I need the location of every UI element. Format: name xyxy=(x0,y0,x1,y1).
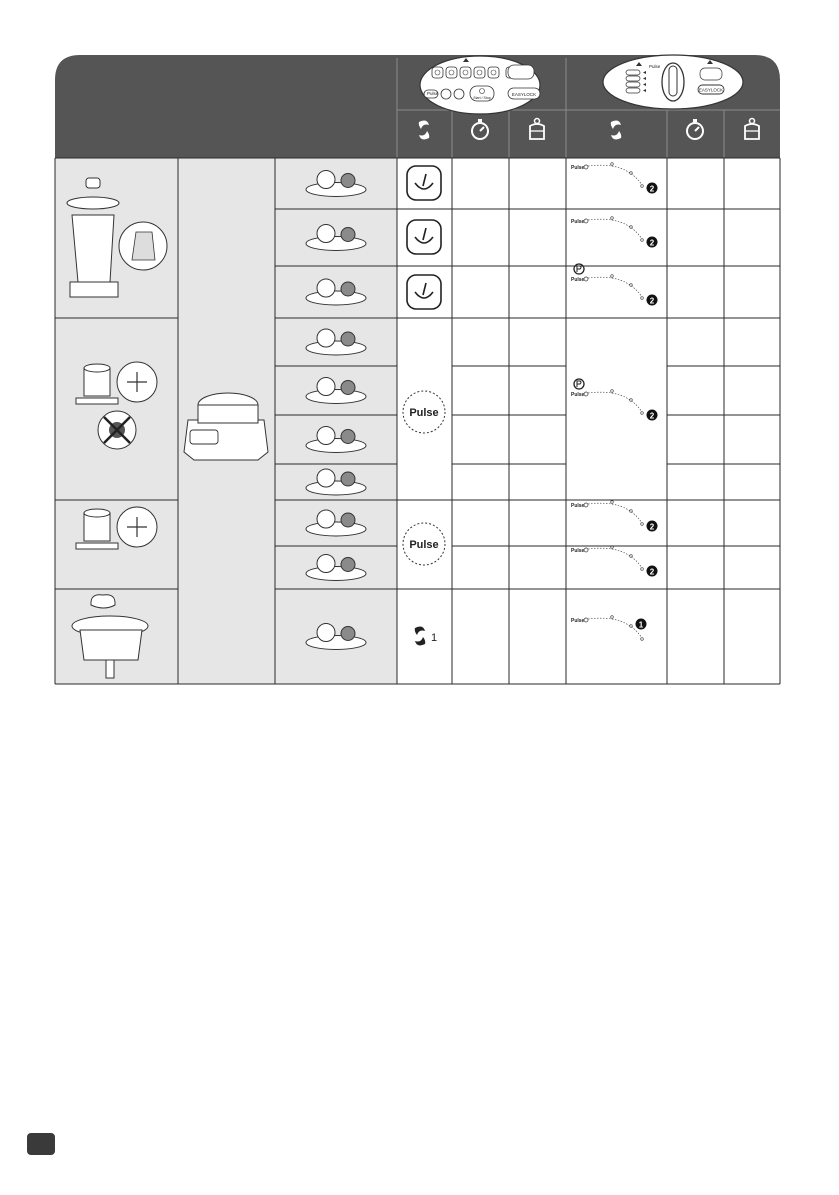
dial-speed-number: 2 xyxy=(649,184,655,194)
smoothie-program-icon xyxy=(407,220,441,254)
speed1-icon xyxy=(415,627,437,646)
dial-setting-indicator xyxy=(571,264,658,306)
program-button xyxy=(488,67,499,78)
dial-pulse-label: Pulse xyxy=(571,219,585,225)
program-button xyxy=(626,82,640,87)
panel-easylock-label: EASYLOCK xyxy=(511,92,537,97)
dial-speed-number: 2 xyxy=(649,522,655,532)
dial-speed-number: 2 xyxy=(649,411,655,421)
program-button xyxy=(446,67,457,78)
panel-pulse-label: Pulse xyxy=(427,91,439,96)
dial-pulse-label: Pulse xyxy=(571,503,585,509)
dial-pulse-label: Pulse xyxy=(571,548,585,554)
speed-button xyxy=(454,89,464,99)
pulse-label: Pulse xyxy=(409,539,439,551)
control-panel-dial xyxy=(603,55,743,109)
dial-setting-indicator xyxy=(571,217,658,248)
accessory-cell xyxy=(55,318,178,500)
dial-setting-indicator xyxy=(571,379,658,421)
speed-button xyxy=(441,89,451,99)
dial-speed-number: 2 xyxy=(649,296,655,306)
dial-pulse-label: Pulse xyxy=(571,277,585,283)
program-button xyxy=(626,88,640,93)
dial-pulse-label: Pulse xyxy=(571,618,585,624)
dial-setting-indicator xyxy=(571,616,647,641)
control-panel-buttons xyxy=(420,56,540,114)
dial-setting-indicator xyxy=(571,546,658,577)
program-button xyxy=(626,76,640,81)
dial-speed-number: 1 xyxy=(638,620,644,630)
pulse-icon xyxy=(403,391,445,433)
dial-pulse-label: Pulse xyxy=(571,392,585,398)
program-button xyxy=(626,70,640,75)
pulse-icon xyxy=(403,523,445,565)
program-button xyxy=(460,67,471,78)
program-group-button xyxy=(508,65,534,79)
dial-speed-number: 2 xyxy=(649,567,655,577)
dial-setting-indicator xyxy=(571,501,658,532)
page-number-block xyxy=(27,1133,55,1155)
panel-start-stop-label: Start / Stop xyxy=(473,96,491,100)
pulse-label: Pulse xyxy=(409,407,439,419)
dial-pulse-label: Pulse xyxy=(571,165,585,171)
dial-speed-number: 2 xyxy=(649,238,655,248)
panel-dial-pulse-label: Pulse xyxy=(649,64,661,69)
panel-dial-easylock-label: EASYLOCK xyxy=(698,87,724,93)
smoothie-program-icon xyxy=(407,275,441,309)
program-button xyxy=(474,67,485,78)
soup-program-icon xyxy=(407,166,441,200)
dial-setting-indicator xyxy=(571,163,658,194)
program-group-button xyxy=(700,68,722,80)
speed-one-label: 1 xyxy=(431,632,438,644)
program-button xyxy=(432,67,443,78)
